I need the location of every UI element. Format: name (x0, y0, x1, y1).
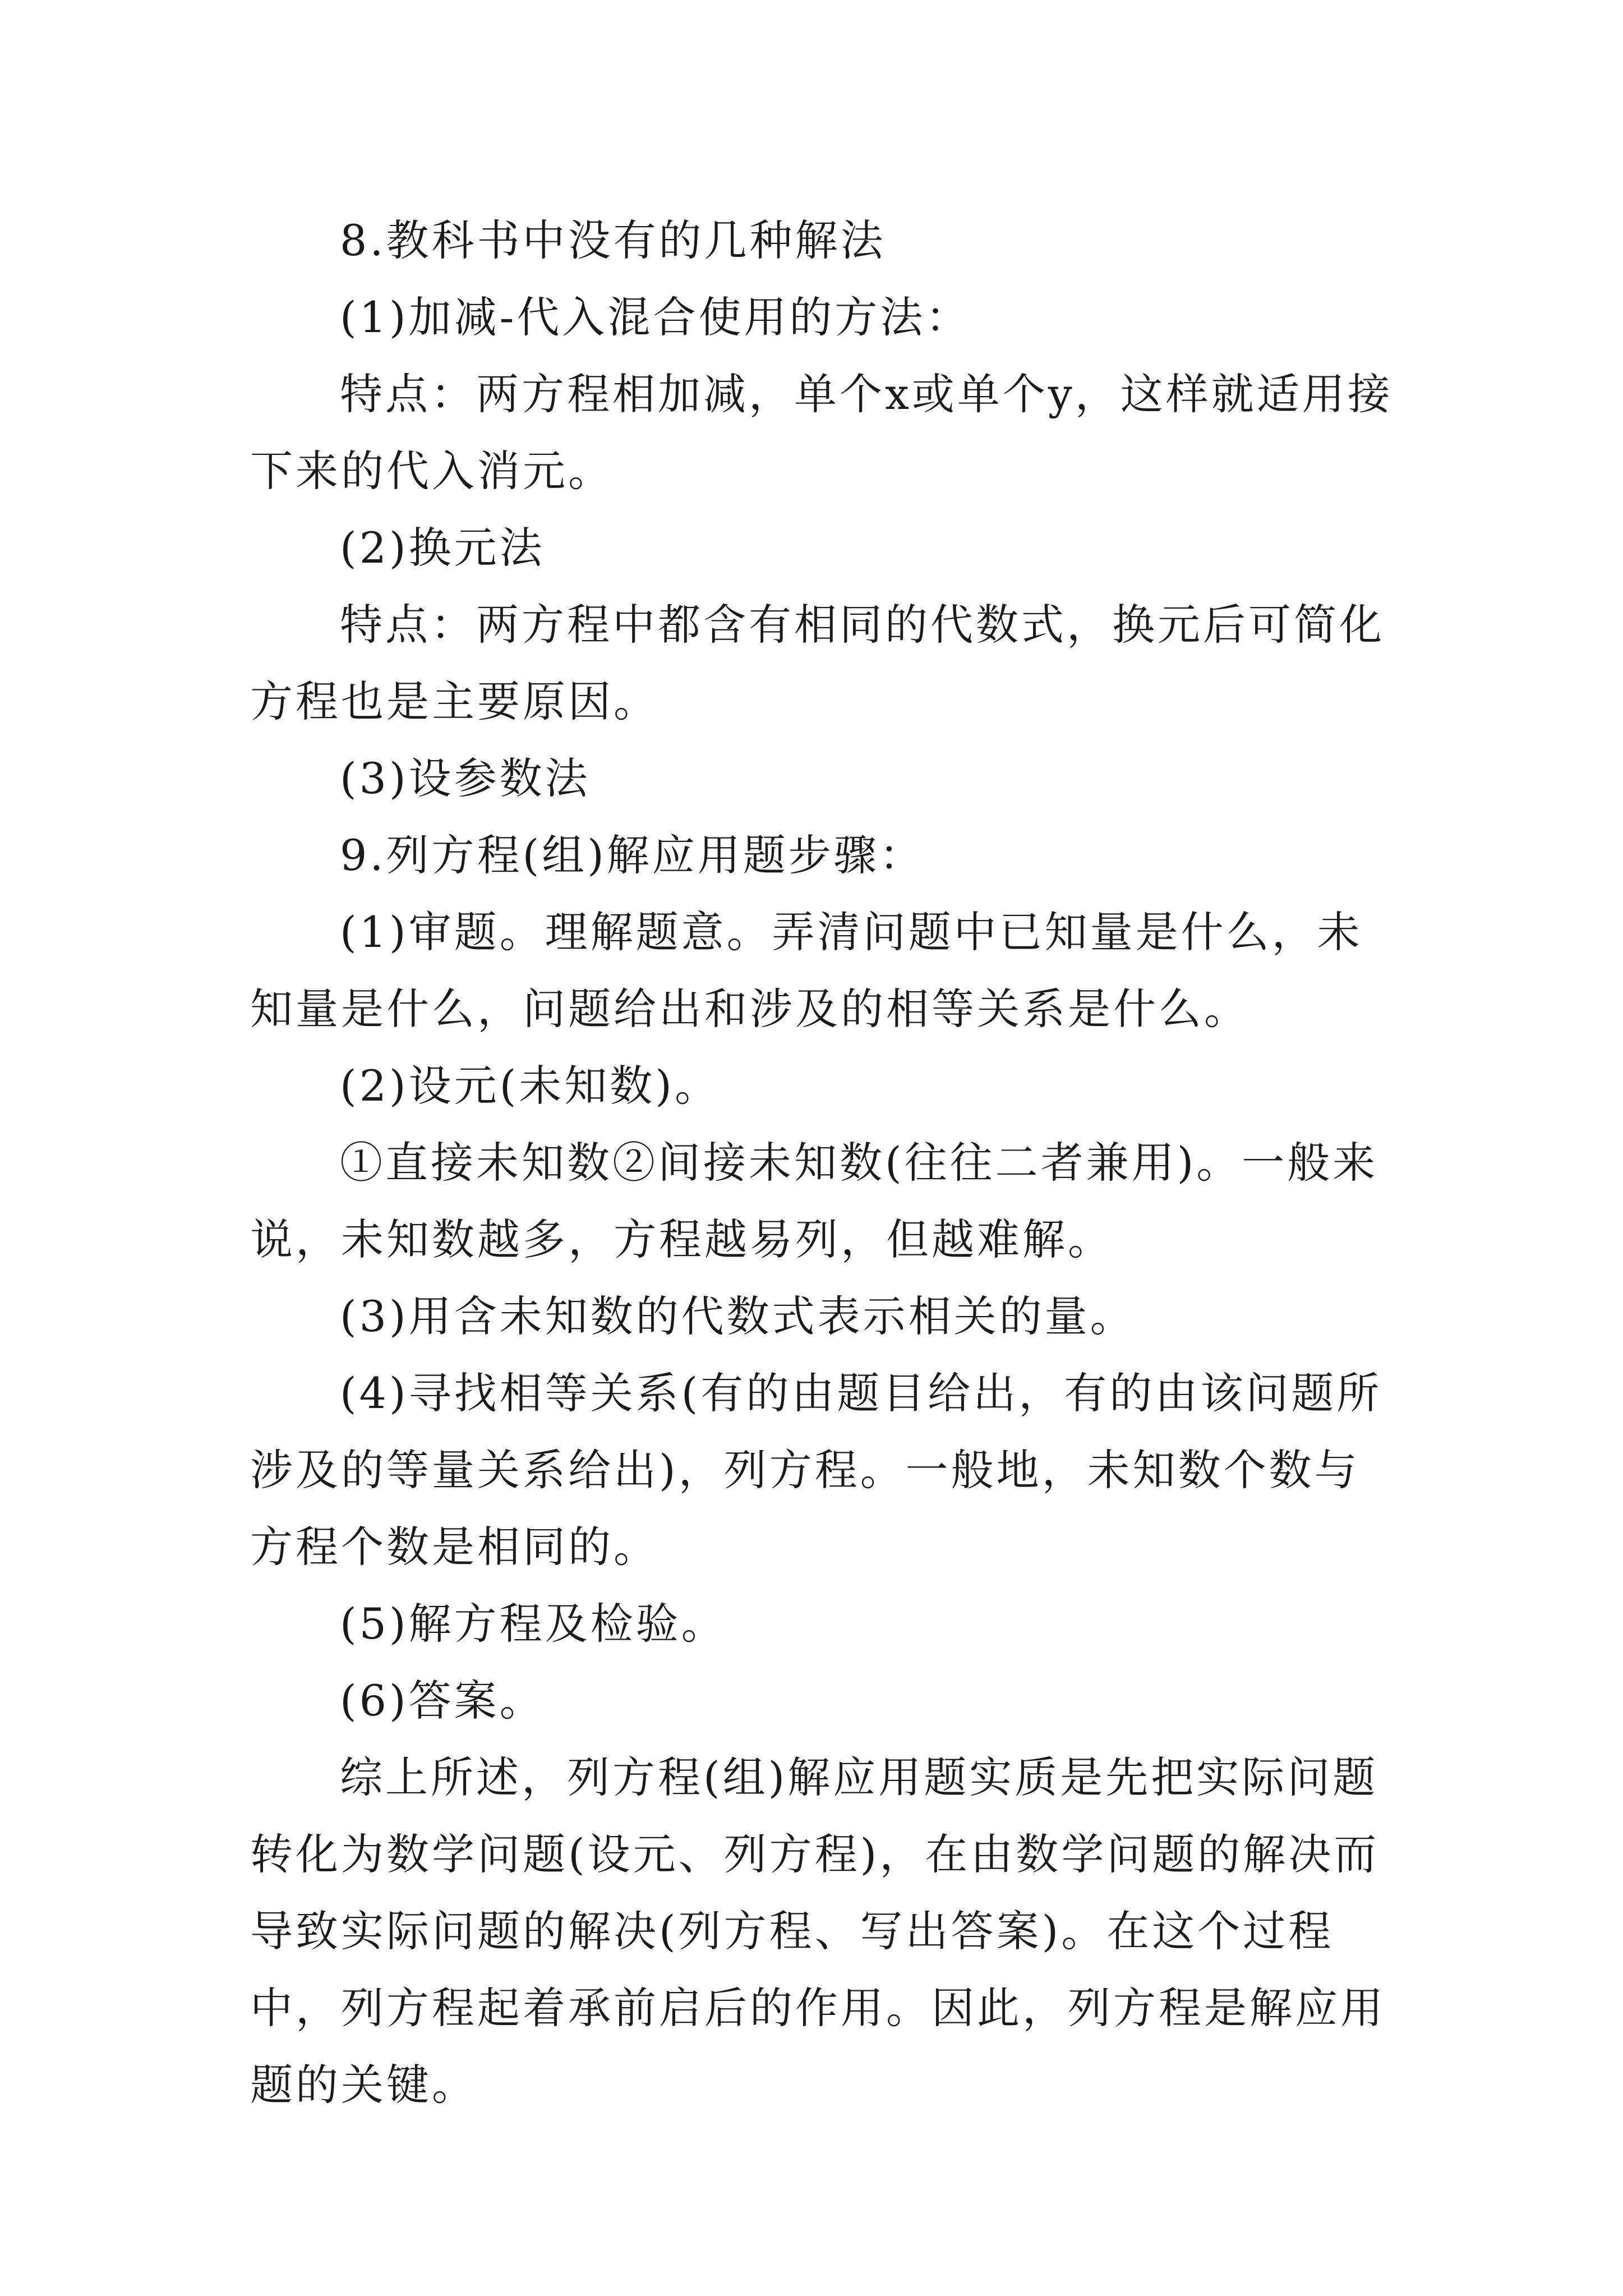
step-6-paragraph: (6)答案。 (340, 1676, 545, 1726)
step-2-paragraph: (2)设元(未知数)。 (340, 1061, 720, 1111)
subheading-substitution-method: (2)换元法 (340, 523, 545, 573)
subheading-add-subtract-substitution: (1)加减-代入混合使用的方法： (340, 292, 971, 342)
unknowns-paragraph: ①直接未知数②间接未知数(往往二者兼用)。一般来说，未知数越多，方程越易列，但越难解。 (250, 1138, 1378, 1264)
summary-paragraph: 综上所述，列方程(组)解应用题实质是先把实际问题转化为数学问题(设元、列方程)，在由数学问题的解决而导致实际问题的解决(列方程、写出答案)。在这个过程中，列方程起着承前启后的作用。因此，列方程是解应用题的关键。 (250, 1752, 1386, 2110)
paragraph-feature-1: 特点：两方程相加减，单个x或单个y，这样就适用接下来的代入消元。 (250, 369, 1393, 496)
paragraph-feature-2: 特点：两方程中都含有相同的代数式，换元后可简化方程也是主要原因。 (250, 600, 1385, 726)
step-3-paragraph: (3)用含未知数的代数式表示相关的量。 (340, 1291, 1136, 1341)
document-body (250, 202, 1394, 2123)
subheading-parameter-method: (3)设参数法 (340, 753, 591, 803)
section-heading-8: 8.教科书中没有的几种解法 (340, 215, 886, 265)
step-1-paragraph: (1)审题。理解题意。弄清问题中已知量是什么，未知量是什么，问题给出和涉及的相等关系是什么。 (250, 907, 1363, 1034)
section-heading-9: 9.列方程(组)解应用题步骤： (340, 830, 925, 880)
step-5-paragraph: (5)解方程及检验。 (340, 1599, 727, 1649)
step-4-paragraph: (4)寻找相等关系(有的由题目给出，有的由该问题所涉及的等量关系给出)，列方程。一般地，未知数个数与方程个数是相同的。 (250, 1368, 1382, 1572)
